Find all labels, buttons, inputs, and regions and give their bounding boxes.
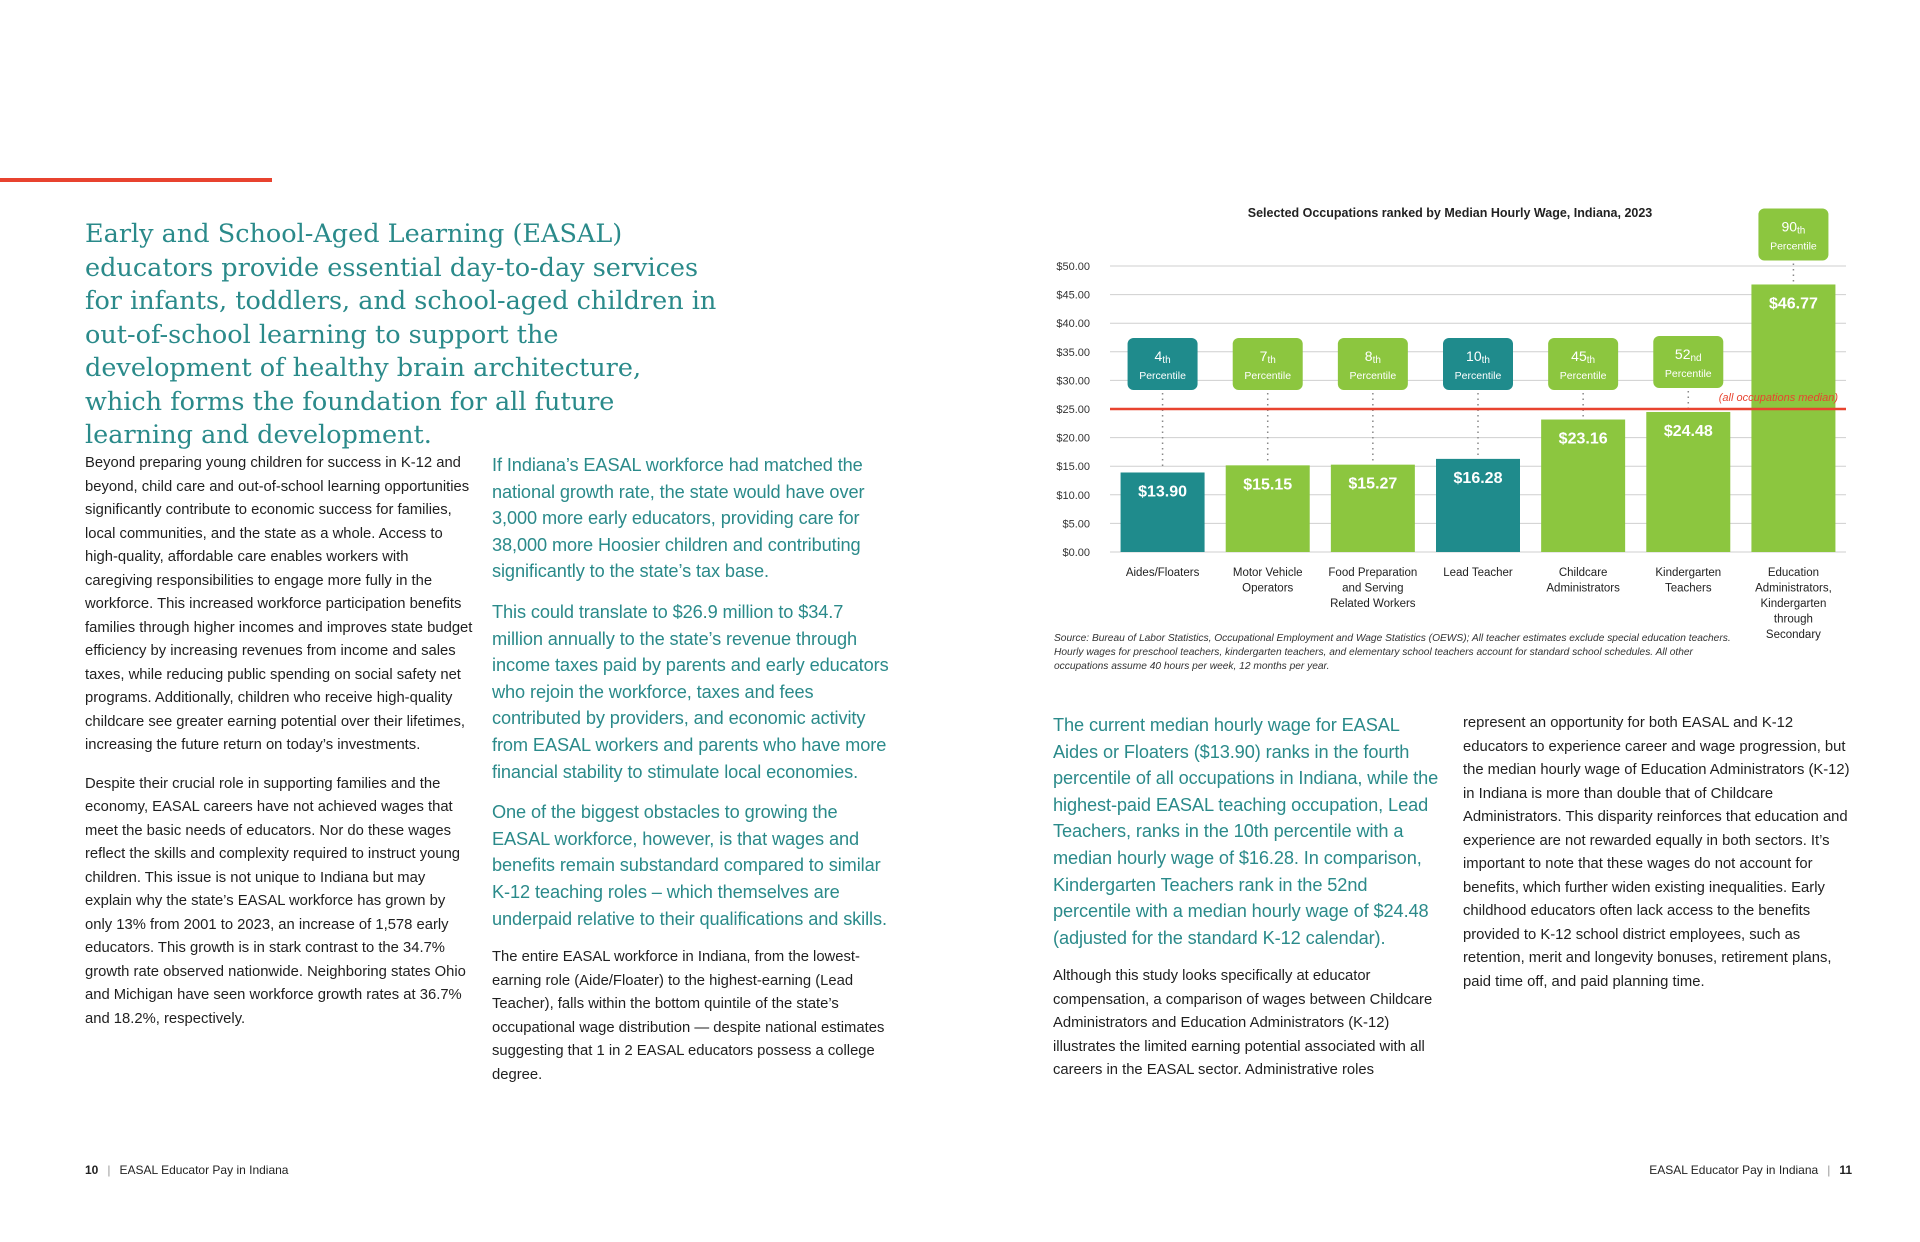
percentile-word: Percentile <box>1664 367 1712 380</box>
accent-rule <box>0 178 272 182</box>
percentile-number: 10 <box>1466 348 1482 364</box>
y-tick-label: $10.00 <box>1056 489 1090 502</box>
x-category-line: and Serving <box>1342 582 1404 595</box>
footer-title: EASAL Educator Pay in Indiana <box>119 1163 289 1177</box>
wage-chart <box>1050 200 1870 680</box>
y-tick-label: $40.00 <box>1056 318 1090 331</box>
column-right-1 <box>1053 712 1443 1098</box>
percentile-badge <box>1548 338 1618 390</box>
y-tick-label: $50.00 <box>1056 261 1090 273</box>
bar-value-label: $24.48 <box>1663 422 1713 440</box>
chart-plot <box>1050 200 1870 641</box>
highlight-paragraph: The current median hourly wage for EASAL Aides or Floaters ($13.90) ranks in the fourth percentile of all occupations in Indiana, while the highest-paid EASAL teaching occupation, Lead Teachers, ranks in the 10th percentile with a median hourly wage of $16.28. In comparison, Kindergarten Teachers rank in the 52nd percentile with a median hourly wage of $24.48 (adjusted for the standard K-12 calendar). <box>1053 715 1439 948</box>
percentile-badge <box>1443 338 1513 390</box>
x-category-label <box>1755 567 1832 641</box>
y-tick-label: $20.00 <box>1056 432 1090 445</box>
percentile-word: Percentile <box>1559 370 1607 382</box>
bar-value-label: $46.77 <box>1768 295 1818 313</box>
highlight-paragraph: This could translate to $26.9 million to $34.7 million annually to the state’s revenue through income taxes paid by parents and early educators who rejoin the workforce, taxes and fees contributed by providers, and economic activity from EASAL workers and parents who have more financial stability to stimulate local economies. <box>492 601 889 782</box>
page-number: 10 <box>85 1163 99 1177</box>
percentile-number: 8 <box>1364 348 1373 364</box>
x-category-label <box>1126 567 1200 579</box>
x-category-line: through <box>1773 613 1813 626</box>
chart-title: Selected Occupations ranked by Median Hourly Wage, Indiana, 2023 <box>1247 206 1653 220</box>
percentile-suffix: th <box>1162 355 1171 366</box>
highlight-paragraph: If Indiana’s EASAL workforce had matched the national growth rate, the state would have over 3,000 more early educators, providing care for 38,000 more Hoosier children and contributing significantly to the state’s tax base. <box>492 455 865 582</box>
x-category-line: Childcare <box>1558 567 1608 579</box>
percentile-word: Percentile <box>1349 370 1397 382</box>
y-tick-label: $30.00 <box>1056 375 1090 388</box>
footer-separator: | <box>107 1163 111 1177</box>
x-category-line: Motor Vehicle <box>1232 567 1303 579</box>
column-left-2 <box>492 452 892 1102</box>
x-category-line: Education <box>1767 567 1820 579</box>
x-category-label <box>1546 567 1620 595</box>
median-label: (all occupations median) <box>1718 392 1838 404</box>
bar-value-label: $15.15 <box>1243 476 1293 494</box>
y-tick-label: $5.00 <box>1062 518 1090 531</box>
percentile-word: Percentile <box>1244 370 1292 382</box>
footer-left <box>85 1163 288 1177</box>
percentile-word: Percentile <box>1139 370 1186 382</box>
x-category-line: Food Preparation <box>1328 567 1418 579</box>
percentile-suffix: nd <box>1690 352 1702 364</box>
y-tick-label: $15.00 <box>1056 461 1090 474</box>
y-tick-label: $45.00 <box>1056 289 1090 302</box>
bar-value-label: $15.27 <box>1348 475 1398 493</box>
bar-value-label: $16.28 <box>1453 469 1503 487</box>
bar-value-label: $23.16 <box>1558 430 1608 448</box>
percentile-number: 52 <box>1674 345 1691 362</box>
percentile-number: 7 <box>1259 348 1268 364</box>
body-paragraph: represent an opportunity for both EASAL and K-12 educators to experience career and wage progression, but the median hourly wage of Education Administrators (K-12) in Indiana is more than double that of Childcare Administrators. This disparity reinforces that education and experience are not rewarded equally in both sectors. It’s important to note that these wages do not account for benefits, which further widen existing inequalities. Early childhood educators often lack access to the benefits provided to K-12 school district employees, such as retention, merit and longevity bonuses, retirement plans, paid time off, and paid planning time. <box>1463 715 1850 990</box>
x-category-line: Kindergarten <box>1655 567 1722 579</box>
x-category-line: Related Workers <box>1330 598 1416 610</box>
x-category-label <box>1655 567 1721 595</box>
footer-title: EASAL Educator Pay in Indiana <box>1649 1163 1819 1177</box>
highlight-paragraph: One of the biggest obstacles to growing the EASAL workforce, however, is that wages and benefits remain substandard compared to similar K-12 teaching roles – which themselves are underpaid relative to their qualifications and skills. <box>492 802 887 929</box>
footer-separator: | <box>1827 1163 1831 1177</box>
percentile-suffix: th <box>1481 355 1490 366</box>
x-category-label <box>1443 567 1513 579</box>
x-category-label <box>1328 567 1417 610</box>
x-category-line: Kindergarten <box>1760 598 1827 610</box>
x-category-line: Secondary <box>1765 629 1821 641</box>
intro-heading: Early and School-Aged Learning (EASAL) educators provide essential day-to-day services for infants, toddlers, and school-aged children in out-of-school learning to support the development of healthy brain architecture, which forms the foundation for all future learning and development. <box>85 219 717 450</box>
column-left-1 <box>85 452 475 1046</box>
x-category-line: Lead Teacher <box>1443 567 1513 579</box>
percentile-suffix: th <box>1586 355 1596 366</box>
percentile-word: Percentile <box>1770 240 1817 253</box>
percentile-number: 4 <box>1154 348 1163 364</box>
footer-right <box>1649 1163 1852 1177</box>
body-paragraph: The entire EASAL workforce in Indiana, from the lowest-earning role (Aide/Floater) to the highest-earning (Lead Teacher), falls within the bottom quintile of the state’s occupational wage distribution — despite national estimates suggesting that 1 in 2 EASAL educators possess a college degree. <box>492 949 885 1083</box>
x-category-line: Teachers <box>1664 582 1712 595</box>
body-paragraph: Although this study looks specifically at educator compensation, a comparison of wages between Childcare Administrators and Education Administrators (K-12) illustrates the limited earning potential associated with all careers in the EASAL sector. Administrative roles <box>1053 968 1433 1079</box>
x-category-line: Operators <box>1242 582 1294 595</box>
y-tick-label: $35.00 <box>1056 346 1090 359</box>
percentile-number: 90 <box>1781 218 1798 235</box>
x-category-line: Administrators <box>1546 582 1620 595</box>
body-paragraph: Beyond preparing young children for success in K-12 and beyond, child care and out-of-school learning opportunities significantly contribute to economic success for families, local communities, and the state as a whole. Access to high-quality, affordable care enables workers with caregiving responsibilities to engage more fully in the workforce. This increased workforce participation benefits families through higher incomes and improves state budget efficiency by increasing revenues from income and sales taxes, while reducing public spending on social safety net programs. Additionally, children who receive high-quality childcare see greater earning potential over their lifetimes, increasing the future return on today’s investments. <box>85 455 473 753</box>
x-category-line: Aides/Floaters <box>1125 567 1200 579</box>
bar <box>1751 284 1835 552</box>
x-category-label <box>1233 567 1303 595</box>
chart-source-note: Source: Bureau of Labor Statistics, Occupational Employment and Wage Statistics (OEWS); All teacher estimates exclude special education teachers. Hourly wages for preschool teachers, kindergarten teachers, and elementary school teachers account for standard school schedules. All other occupations assume 40 hours per week, 12 months per year. <box>1054 633 1731 672</box>
percentile-number: 45 <box>1571 348 1587 364</box>
percentile-suffix: th <box>1797 225 1806 237</box>
percentile-suffix: th <box>1267 355 1276 366</box>
y-tick-label: $25.00 <box>1056 404 1090 416</box>
body-paragraph: Despite their crucial role in supporting families and the economy, EASAL careers have not achieved wages that meet the basic needs of educators. Nor do these wages reflect the skills and complexity required to instruct young children. This issue is not unique to Indiana but may explain why the state’s EASAL workforce has grown by only 13% from 2001 to 2023, an increase of 1,578 early educators. This growth is in stark contrast to the 34.7% growth rate observed nationwide. Neighboring states Ohio and Michigan have seen workforce growth rates at 36.7% and 18.2%, respectively. <box>85 775 466 1027</box>
bar-value-label: $13.90 <box>1138 483 1188 501</box>
column-right-2 <box>1463 712 1858 1009</box>
y-tick-label: $0.00 <box>1062 547 1090 559</box>
percentile-suffix: th <box>1372 355 1381 366</box>
percentile-word: Percentile <box>1454 370 1502 382</box>
x-category-line: Administrators, <box>1755 582 1832 595</box>
page-number: 11 <box>1839 1163 1852 1177</box>
